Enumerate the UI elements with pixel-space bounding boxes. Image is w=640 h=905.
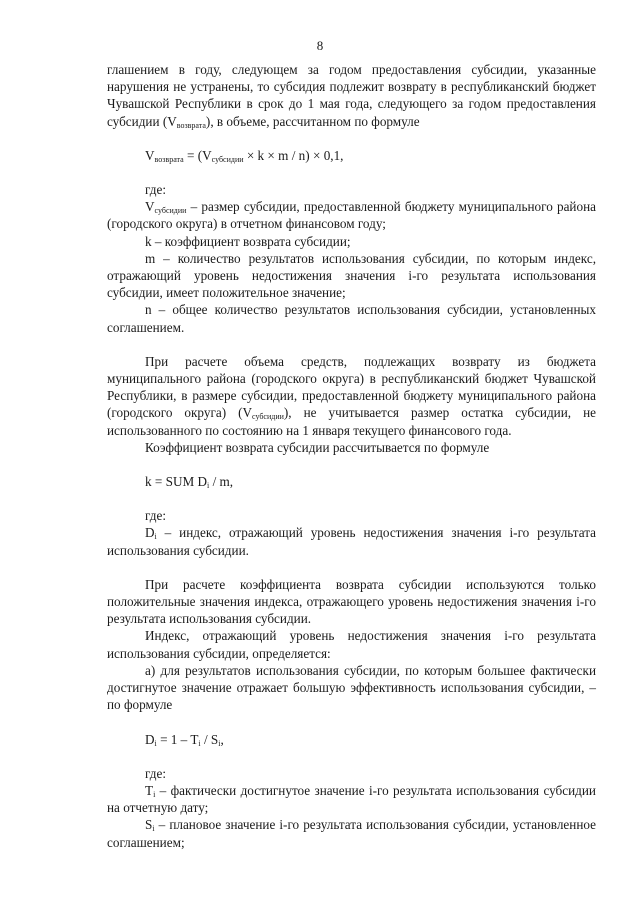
where-label: где: [145,182,166,198]
definition-s: $S_i$ – плановое значение i-го результата использования субсидии, установленное соглашением; [107,817,596,850]
paragraph-coefficient: Коэффициент возврата субсидии рассчитывается по формуле [145,439,490,455]
formula-index: $D_i = 1 - T_i / S_i$, [145,731,224,748]
paragraph-positive-values: При расчете коэффициента возврата субсидии используются только положительные значения индекса, отражающего уровень недостижения значения i-го результата использования субсидии. [107,576,596,627]
definition-t: $T_i$ – фактически достигнутое значение i-го результата использования субсидии на отчетную дату; [107,782,596,816]
where-label: где: [145,508,166,524]
paragraph-continuation: глашением в году, следующем за годом предоставления субсидии, указанные нарушения не устранены, то субсидия подлежит возврату в республиканский бюджет Чувашской Республики в срок до 1 мая года, следующего за годом предоставления субсидии $(V_{возврата})$, в объеме, рассчитанном по формуле [107,62,596,130]
paragraph-calculation: При расчете объема средств, подлежащих возврату из бюджета муниципального района (городского округа) в республиканский бюджет Чувашской Республики, в размере субсидии, предоставленной бюджету муниципального района (городского округа) $(V_{субсидии})$, не учитывается размер остатка субсидии, не использованного по состоянию на 1 января текущего финансового года. [107,353,596,438]
formula-return-volume: $V_{возврата} = (V_{субсидии} \times k \times m / n) \times 0,1$, [145,147,344,164]
page-body [107,61,596,851]
definition-n: n – общее количество результатов использования субсидии, установленных соглашением. [107,302,596,335]
where-label: где: [145,765,166,781]
paragraph-case-a: а) для результатов использования субсидии, по которым большее фактически достигнутое значение отражает большую эффективность использования субсидии, – по формуле [107,662,596,713]
formula-coefficient: k = SUM $D_i$ / m, [145,474,234,491]
definition-m: m – количество результатов использования субсидии, по которым индекс, отражающий уровень недостижения значения i-го результата использования субсидии, имеет положительное значение; [107,250,596,301]
definition-d: $D_i$ – индекс, отражающий уровень недостижения значения i-го результата использования субсидии. [107,525,596,558]
paragraph-index-definition: Индекс, отражающий уровень недостижения значения i-го результата использования субсидии, определяется: [107,628,596,661]
definition-k: k – коэффициент возврата субсидии; [145,233,351,249]
definition-v-subsidy: $V_{субсидии}$ – размер субсидии, предоставленной бюджету муниципального района (городского округа) в отчетном финансовом году; [107,199,596,232]
page-number: 8 [316,38,324,53]
